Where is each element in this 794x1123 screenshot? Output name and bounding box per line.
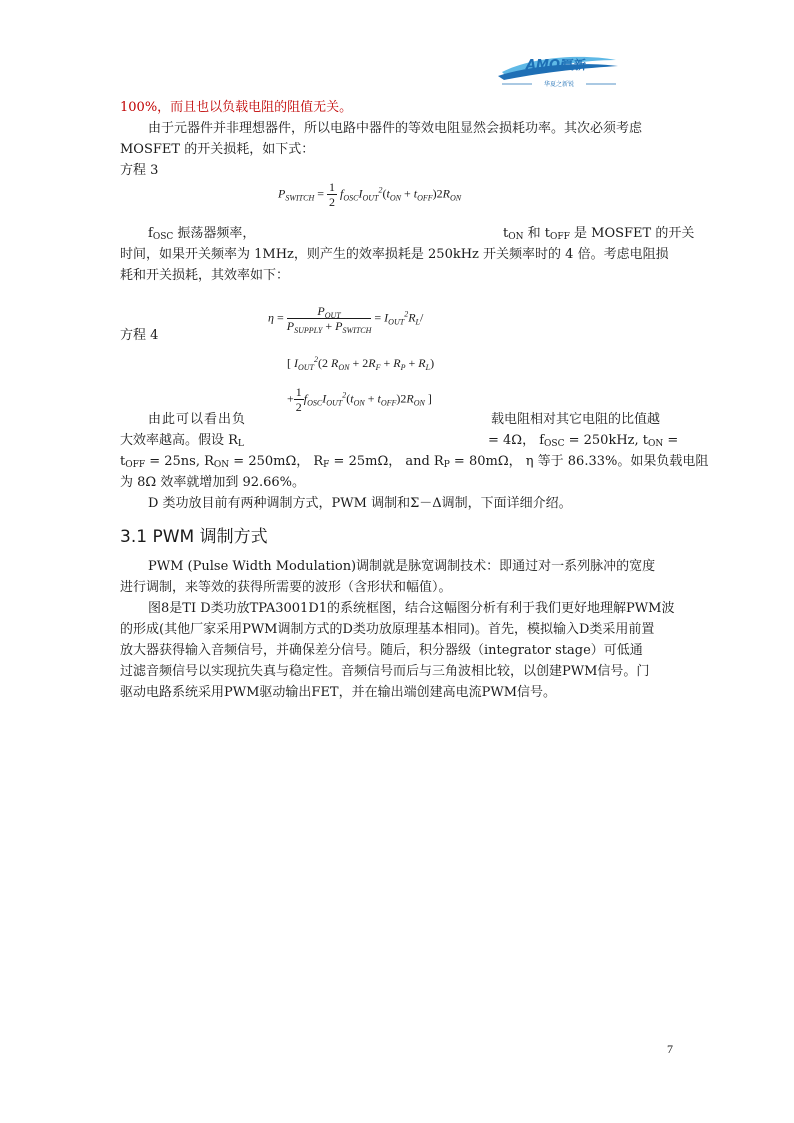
para6-line2: 的形成(其他厂家采用PWM调制方式的D类功放原理基本相同)。首先，模拟输入D类采用前置 (120, 622, 655, 637)
equation4-formula-line2: [ $I_{OUT}^2(2$ $R_{ON} + 2R_F + R_P + R_L$) (287, 355, 435, 372)
amoi-logo-graphic (494, 46, 622, 90)
para3-line3: $t_{OFF} = 25ns$, $R_{ON} = 250m\Omega$， $R_F = 25m\Omega$， and $R_P = 80m\Omega$， η 等于 86.33%。如果负载电阻 (120, 454, 709, 470)
logo-cn-text: 夏新 (562, 58, 587, 72)
para2-line3: 耗和开关损耗，其效率如下： (120, 268, 290, 283)
amoi-logo (494, 46, 622, 90)
equation3-formula: $P_{SWITCH}$ = $\frac{1}{2}$ $f_{OSC}I_{OUT}^2(t_{ON} + t_{OFF})2R_{ON}$ (278, 180, 462, 209)
para3-line2-right: = 4Ω， $f_{OSC} = 250kHz$, $t_{ON}$ = (488, 433, 679, 449)
equation4-formula-line1: η = $\frac{P_{OUT}}{P_{SUPPLY} + P_{SWITCH}}$ = $I_{OUT}^2R_L/$ (268, 304, 424, 335)
logo-slogan-text: 华夏之新锐 (543, 81, 575, 88)
logo-brand-text: AMOi (526, 58, 565, 73)
para6-line3: 放大器获得输入音频信号，并确保差分信号。随后，积分器级（integrator stage）可低通 (120, 643, 643, 658)
equation3-label: 方程 3 (120, 163, 159, 178)
equation4-formula-line3: + $\frac{1}{2}$ $f_{OSC}I_{OUT}^2(t_{ON} + t_{OFF})2R_{ON}$ ] (287, 385, 432, 414)
para3-line4: 为 8Ω 效率就增加到 92.66%。 (120, 475, 306, 490)
switch-time-definition: $t_{ON}$ 和 $t_{OFF}$ 是 MOSFET 的开关 (503, 226, 695, 242)
para5-line1: PWM (Pulse Width Modulation)调制就是脉宽调制技术：即通过对一系列脉冲的宽度 (148, 559, 656, 574)
para5-line2: 进行调制，来等效的获得所需要的波形（含形状和幅值）。 (120, 580, 452, 595)
para6-line1: 图8是TI D类功放TPA3001D1的系统框图，结合这幅图分析有利于我们更好地理解PWM波 (148, 601, 675, 616)
equation4-label: 方程 4 (120, 328, 159, 343)
para1-line1: 由于元器件并非理想器件，所以电路中器件的等效电阻显然会损耗功率。其次必须考虑 (148, 121, 643, 136)
para4-line1: D 类功放目前有两种调制方式，PWM 调制和Σ－Δ调制，下面详细介绍。 (148, 496, 572, 511)
para2-line2: 时间，如果开关频率为 1MHz，则产生的效率损耗是 250kHz 开关频率时的 4 倍。考虑电阻损 (120, 247, 669, 262)
para6-line5: 驱动电路系统采用PWM驱动输出FET，并在输出端创建高电流PWM信号。 (120, 685, 557, 700)
para1-line2: MOSFET 的开关损耗，如下式： (120, 142, 315, 157)
para6-line4: 过滤音频信号以实现抗失真与稳定性。音频信号而后与三角波相比较，以创建PWM信号。门 (120, 664, 650, 679)
red-statement: 100%，而且也以负载电阻的阻值无关。 (120, 100, 353, 115)
para3-line2-left: 大效率越高。假设 $R_L$ (120, 433, 244, 449)
para3-line1-right: 载电阻相对其它电阻的比值越 (491, 412, 661, 427)
para3-line1-left: 由此可以看出负 (148, 412, 247, 427)
section-title: 3.1 PWM 调制方式 (120, 527, 268, 547)
fosc-description: $f_{OSC}$ 振荡器频率， (148, 226, 256, 242)
page-number: 7 (667, 1042, 673, 1056)
